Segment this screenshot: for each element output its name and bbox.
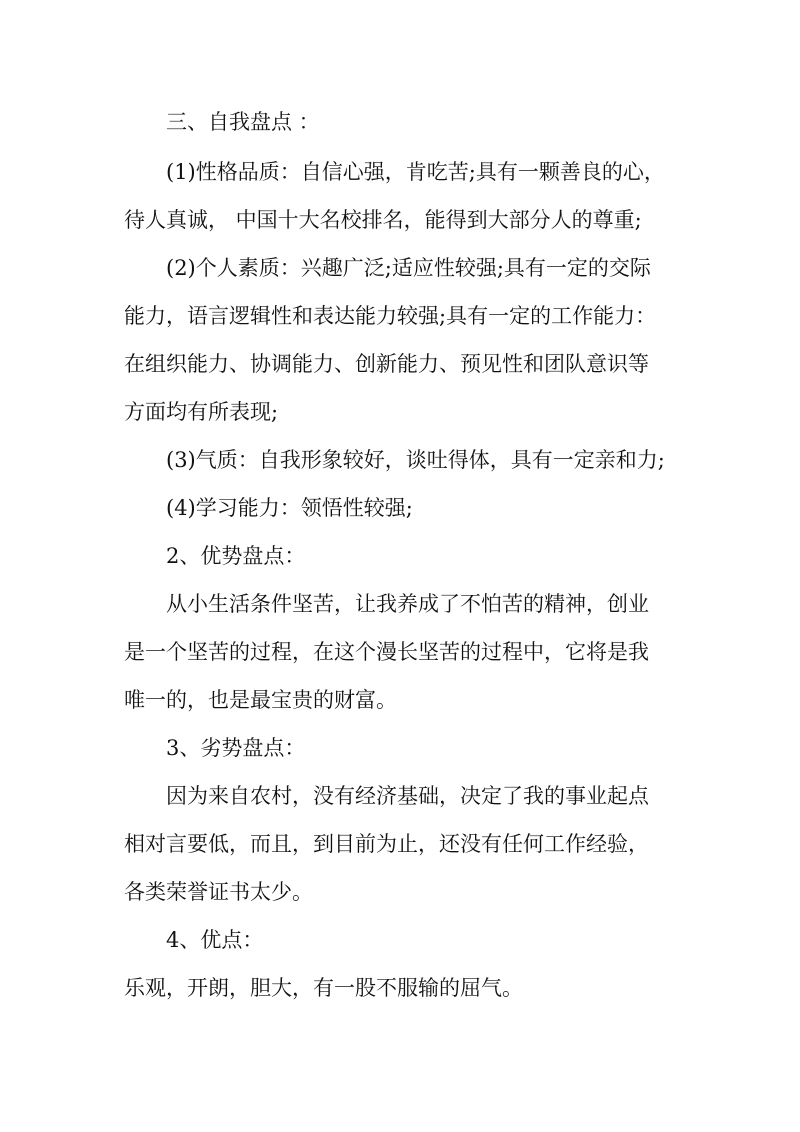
paragraph-line: 能力，语言逻辑性和表达能力较强;具有一定的工作能力： xyxy=(124,304,657,328)
paragraph-line: (2)个人素质：兴趣广泛;适应性较强;具有一定的交际 xyxy=(166,256,651,280)
paragraph-line: 从小生活条件坚苦，让我养成了不怕苦的精神，创业 xyxy=(166,592,649,616)
section-heading-self-assessment: 三、自我盘点 ： xyxy=(166,110,320,134)
paragraph-line: 相对言要低，而且，到目前为止，还没有任何工作经验， xyxy=(124,832,649,856)
paragraph-line: 唯一的，也是最宝贵的财富。 xyxy=(124,688,397,712)
paragraph-line: 各类荣誉证书太少。 xyxy=(124,880,313,904)
paragraph-line: 因为来自农村，没有经济基础，决定了我的事业起点 xyxy=(166,784,649,808)
paragraph-line: 乐观，开朗，胆大，有一股不服输的屈气。 xyxy=(124,976,523,1000)
section-heading-strengths: 2、优势盘点： xyxy=(166,544,306,568)
paragraph-line: 待人真诚， 中国十大名校排名，能得到大部分人的尊重; xyxy=(124,208,642,232)
paragraph-line: (4)学习能力：领悟性较强; xyxy=(166,496,413,520)
section-heading-merits: 4、优点： xyxy=(166,928,264,952)
paragraph-line: (3)气质：自我形象较好，谈吐得体，具有一定亲和力; xyxy=(166,448,665,472)
section-heading-weaknesses: 3、劣势盘点： xyxy=(166,736,306,760)
paragraph-line: 在组织能力、协调能力、创新能力、预见性和团队意识等 xyxy=(124,352,649,376)
paragraph-line: 是一个坚苦的过程，在这个漫长坚苦的过程中，它将是我 xyxy=(124,640,649,664)
paragraph-line: (1)性格品质：自信心强，肯吃苦;具有一颗善良的心， xyxy=(166,160,665,184)
paragraph-line: 方面均有所表现; xyxy=(124,400,279,424)
